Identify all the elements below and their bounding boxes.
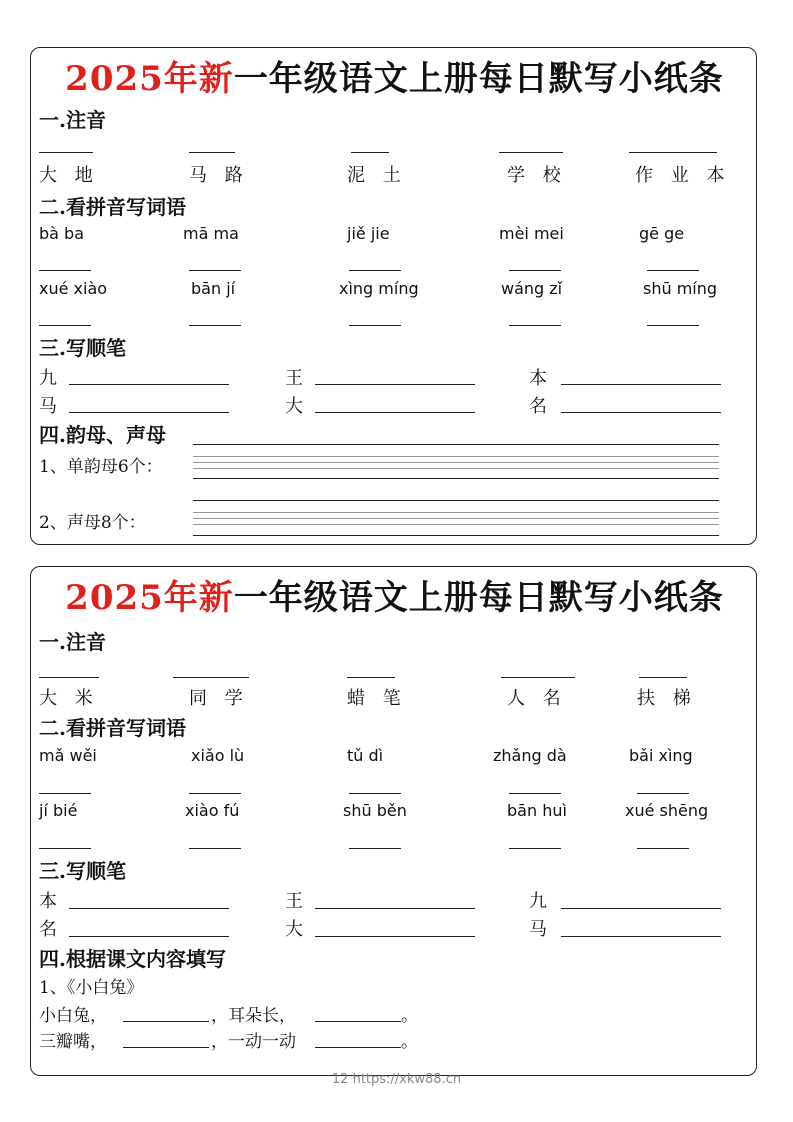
answer-blank[interactable] [647,325,699,326]
answer-blank[interactable] [637,793,689,794]
pinyin-prompt: shū míng [643,279,718,298]
answer-blank[interactable] [189,848,241,849]
pinyin-prompt: xiào fú [185,801,240,820]
fill-line-end: 。 [401,1006,418,1026]
fill-line-end: 。 [401,1032,418,1052]
pinyin-prompt: xué shēng [625,801,709,820]
question-label: 1、单韵母6个： [39,457,163,477]
stroke-answer-line[interactable] [315,412,475,413]
zhuyin-word: 扶 梯 [637,688,697,709]
answer-blank[interactable] [349,793,401,794]
fill-blank[interactable] [315,1021,401,1022]
zhuyin-word: 同 学 [189,688,249,709]
title-red-part: 2025年新 [65,578,234,618]
stroke-char: 大 [285,396,303,417]
pinyin-prompt: jí bié [39,801,78,820]
pinyin-blank[interactable] [189,152,235,153]
pinyin-prompt: shū běn [343,801,407,820]
title-black-part: 一年级语文上册每日默写小纸条 [233,59,724,99]
answer-blank[interactable] [509,848,561,849]
answer-line[interactable] [193,478,719,479]
stroke-answer-line[interactable] [69,936,229,937]
answer-blank[interactable] [647,270,699,271]
section-4-heading: 四.根据课文内容填写 [39,947,226,971]
answer-blank[interactable] [349,270,401,271]
writing-guide-line [193,524,719,525]
zhuyin-word: 作 业 本 [635,165,731,186]
answer-blank[interactable] [509,270,561,271]
section-1-heading: 一.注音 [39,630,106,654]
section-4-heading: 四.韵母、声母 [39,423,166,447]
answer-blank[interactable] [349,848,401,849]
writing-guide-line [193,456,719,457]
stroke-answer-line[interactable] [69,908,229,909]
zhuyin-word: 学 校 [507,165,567,186]
zhuyin-word: 大 米 [39,688,99,709]
answer-blank[interactable] [509,793,561,794]
stroke-char: 九 [39,368,57,389]
card-title [31,51,758,100]
pinyin-prompt: mā ma [183,224,239,243]
stroke-answer-line[interactable] [315,908,475,909]
card-title [31,570,758,619]
pinyin-blank[interactable] [173,677,249,678]
pinyin-prompt: bǎi xìng [629,746,693,765]
stroke-answer-line[interactable] [561,936,721,937]
answer-blank[interactable] [39,270,91,271]
pinyin-blank[interactable] [39,677,99,678]
pinyin-prompt: tǔ dì [347,746,384,765]
answer-blank[interactable] [39,848,91,849]
pinyin-prompt: wáng zǐ [501,279,563,298]
zhuyin-word: 蜡 笔 [347,688,407,709]
section-2-heading: 二.看拼音写词语 [39,716,186,740]
answer-blank[interactable] [509,325,561,326]
section-2-heading: 二.看拼音写词语 [39,195,186,219]
pinyin-prompt: bān huì [507,801,567,820]
stroke-char: 名 [529,396,547,417]
pinyin-prompt: mèi mei [499,224,564,243]
answer-blank[interactable] [189,325,241,326]
pinyin-blank[interactable] [39,152,93,153]
pinyin-blank[interactable] [351,152,389,153]
worksheet-card-1 [30,47,757,545]
answer-blank[interactable] [39,793,91,794]
title-black-part: 一年级语文上册每日默写小纸条 [233,578,724,618]
fill-line-prefix: 三瓣嘴， [39,1032,107,1052]
pinyin-prompt: xué xiào [39,279,108,298]
stroke-answer-line[interactable] [561,384,721,385]
writing-guide-line [193,462,719,463]
pinyin-prompt: bān jí [191,279,236,298]
pinyin-prompt: xìng míng [339,279,419,298]
zhuyin-word: 马 路 [189,165,249,186]
fill-blank[interactable] [123,1021,209,1022]
writing-guide-line [193,512,719,513]
fill-line-middle: ，一动一动 [211,1032,296,1052]
pinyin-prompt: zhǎng dà [493,746,567,765]
pinyin-prompt: xiǎo lù [191,746,245,765]
zhuyin-word: 泥 土 [347,165,407,186]
stroke-char: 王 [285,368,303,389]
poem-title: 1、《小白兔》 [39,978,144,998]
pinyin-prompt: jiě jie [347,224,390,243]
pinyin-prompt: mǎ wěi [39,746,97,765]
stroke-answer-line[interactable] [69,384,229,385]
pinyin-blank[interactable] [629,152,717,153]
stroke-answer-line[interactable] [315,936,475,937]
stroke-char: 马 [529,919,547,940]
stroke-answer-line[interactable] [315,384,475,385]
title-red-part: 2025年新 [65,59,234,99]
zhuyin-word: 人 名 [507,688,567,709]
stroke-char: 名 [39,919,57,940]
worksheet-card-2 [30,566,757,1076]
pinyin-prompt: gē ge [639,224,685,243]
answer-line[interactable] [193,500,719,501]
pinyin-blank[interactable] [347,677,395,678]
answer-blank[interactable] [39,325,91,326]
zhuyin-word: 大 地 [39,165,99,186]
answer-blank[interactable] [189,793,241,794]
fill-line-middle: ，耳朵长， [211,1006,296,1026]
answer-blank[interactable] [349,325,401,326]
answer-blank[interactable] [637,848,689,849]
pinyin-blank[interactable] [501,677,575,678]
section-3-heading: 三.写顺笔 [39,336,126,360]
fill-blank[interactable] [315,1047,401,1048]
writing-guide-line [193,518,719,519]
stroke-char: 九 [529,891,547,912]
section-1-heading: 一.注音 [39,108,106,132]
stroke-char: 马 [39,396,57,417]
fill-line-prefix: 小白兔， [39,1006,107,1026]
pinyin-prompt: bà ba [39,224,85,243]
answer-line[interactable] [193,444,719,445]
pinyin-blank[interactable] [639,677,687,678]
stroke-answer-line[interactable] [69,412,229,413]
stroke-answer-line[interactable] [561,412,721,413]
stroke-char: 王 [285,891,303,912]
fill-blank[interactable] [123,1047,209,1048]
writing-guide-line [193,468,719,469]
stroke-answer-line[interactable] [561,908,721,909]
stroke-char: 本 [39,891,57,912]
answer-line[interactable] [193,535,719,536]
stroke-char: 大 [285,919,303,940]
answer-blank[interactable] [189,270,241,271]
section-3-heading: 三.写顺笔 [39,859,126,883]
stroke-char: 本 [529,368,547,389]
page-footer: 12 https://xkw88.cn [331,1072,462,1087]
question-label: 2、声母8个： [39,513,146,533]
pinyin-blank[interactable] [499,152,563,153]
